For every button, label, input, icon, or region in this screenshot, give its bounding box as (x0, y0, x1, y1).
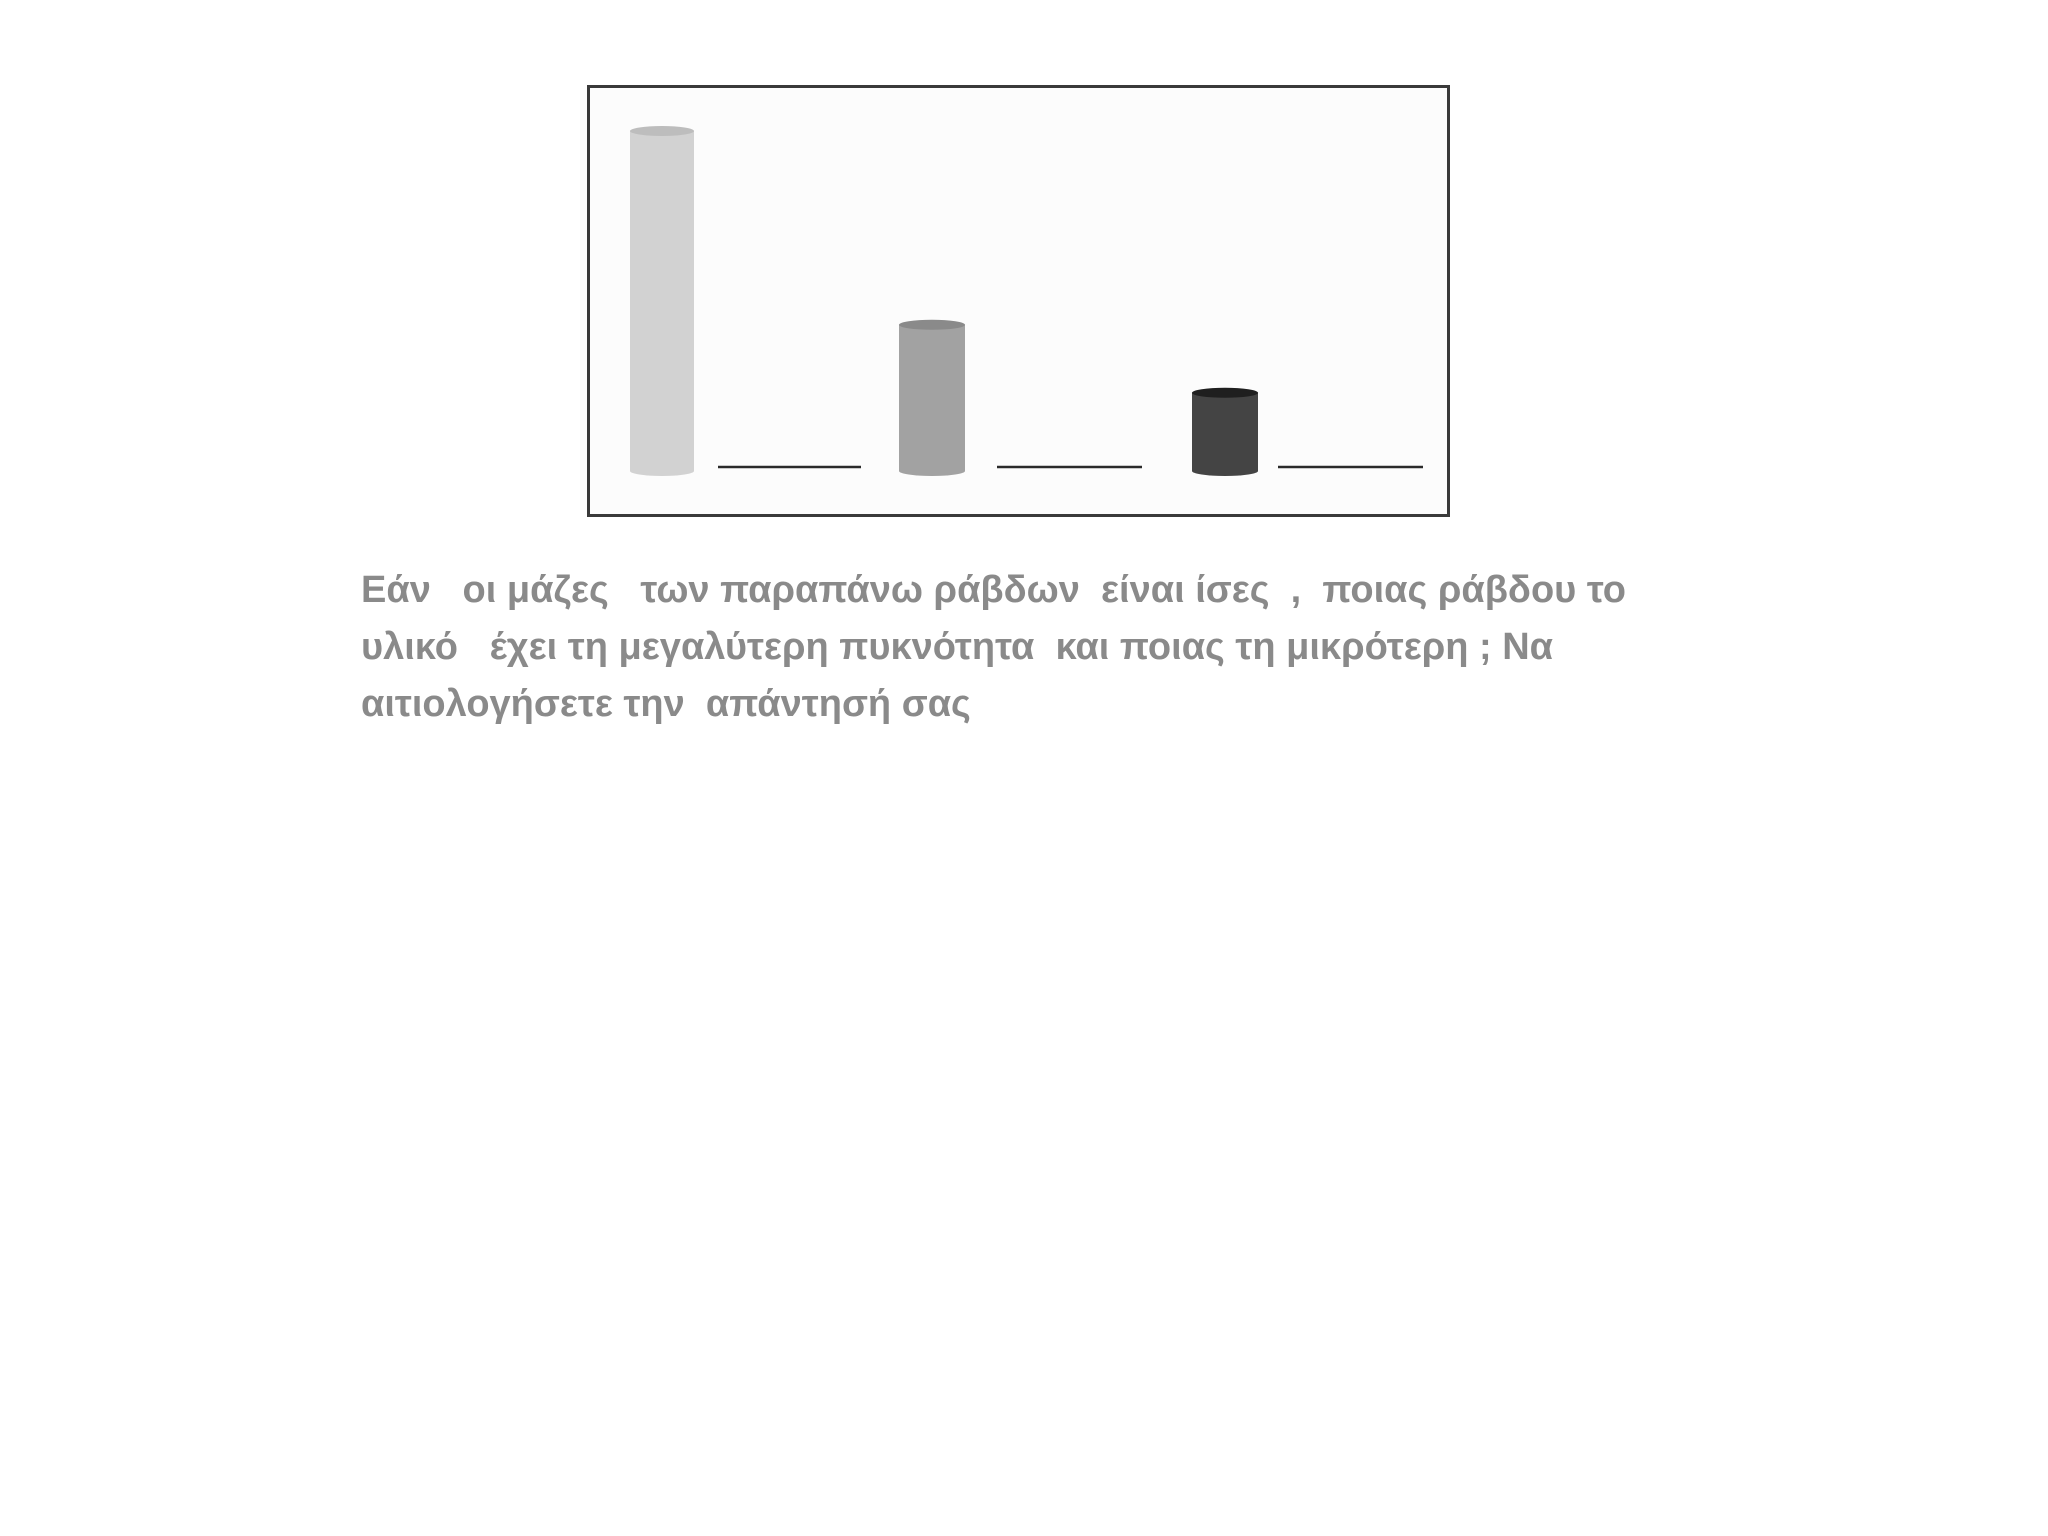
rod-1-top (630, 126, 694, 136)
rods-figure (587, 85, 1450, 517)
rod-2-body (899, 325, 965, 471)
question-text (361, 562, 1761, 733)
question-line-3: αιτιολογήσετε την απάντησή σας (361, 683, 971, 725)
rod-3 (1192, 388, 1258, 476)
rod-1-body (630, 131, 694, 471)
question-line-1: Εάν οι μάζες των παραπάνω ράβδων είναι ίσες , ποιας ράβδου το (361, 569, 1626, 611)
rod-2-top (899, 320, 965, 330)
rod-1 (630, 126, 694, 476)
question-line-2: υλικό έχει τη μεγαλύτερη πυκνότητα και ποιας τη μικρότερη ; Να (361, 626, 1554, 668)
rods-layer (630, 126, 1258, 476)
rod-3-body (1192, 393, 1258, 471)
rod-2 (899, 320, 965, 476)
rods-illustration (590, 88, 1447, 514)
rod-3-top (1192, 388, 1258, 398)
rod-3-base (1192, 466, 1258, 476)
rod-2-base (899, 466, 965, 476)
rod-1-base (630, 466, 694, 476)
